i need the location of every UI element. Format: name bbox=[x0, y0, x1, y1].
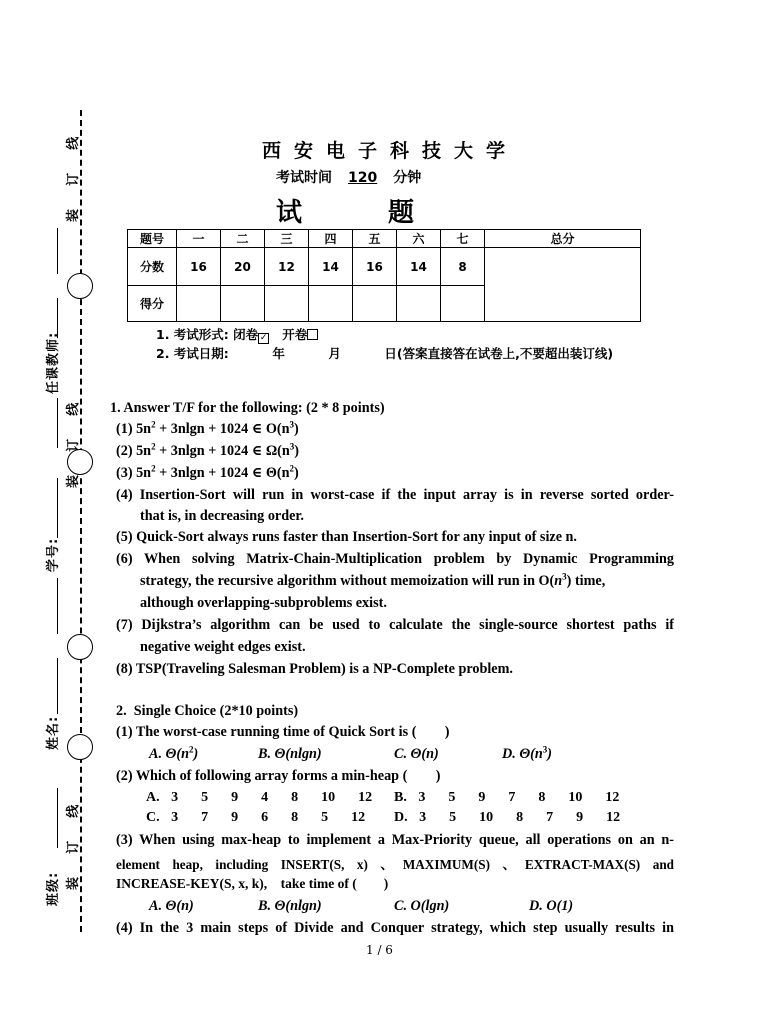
mc-q3-line3: INCREASE-KEY(S, x, k), take time of ( ) bbox=[116, 876, 389, 891]
tf-q3: (3) $5n^2 + 3nlgn + 1024$ ∈ $\Theta(n^2)$ bbox=[116, 463, 299, 481]
score-cell bbox=[177, 286, 221, 322]
mc-q3-line2: element heap, including INSERT(S, x) 、MAXIMUM(S) 、EXTRACT-MAX(S) and bbox=[116, 857, 674, 872]
margin-rule bbox=[57, 788, 58, 848]
mc-q3-option-d: D. O(1) bbox=[529, 898, 574, 914]
row-header-points: 分数 bbox=[128, 248, 177, 286]
tf-q6-line3: although overlapping-subproblems exist. bbox=[140, 595, 387, 611]
mc-q3-option-b: B. Θ(nlgn) bbox=[258, 898, 322, 914]
score-cell bbox=[265, 286, 309, 322]
exam-time: 考试时间 120 分钟 bbox=[276, 170, 422, 186]
exam-form-note: 1. 考试形式: 闭卷 ✓ 开卷 bbox=[156, 325, 318, 343]
tf-q7-line2: negative weight edges exist. bbox=[140, 639, 306, 655]
exam-date-note: 2. 考试日期: 年 月 日(答案直接答在试卷上,不要超出装订线) bbox=[156, 346, 614, 361]
binding-hole bbox=[67, 273, 93, 299]
mc-q4: (4) In the 3 main steps of Divide and Conquer strategy, which step usually results in bbox=[116, 920, 674, 936]
page-number: 1 / 6 bbox=[366, 943, 393, 957]
tf-q7-line1: (7) Dijkstra’s algorithm can be used to calculate the single-source shortest paths if bbox=[116, 617, 674, 633]
mc-q1-option-d: D. $\Theta(n^3)$ bbox=[502, 744, 553, 762]
paper-title: 试题 bbox=[276, 198, 501, 228]
mc-q2-option-c: C. 3 7 9 6 8 5 12 bbox=[146, 810, 366, 825]
score-cell bbox=[309, 286, 353, 322]
total-header: 总分 bbox=[485, 230, 641, 248]
margin-rule bbox=[57, 398, 58, 448]
mc-q3-line1: (3) When using max-heap to implement a Max-Priority queue, all operations on an n- bbox=[116, 832, 674, 848]
mc-q2-option-b: B. 3 5 9 7 8 10 12 bbox=[394, 790, 620, 805]
mc-q2-option-d: D. 3 5 10 8 7 9 12 bbox=[394, 810, 621, 825]
score-cell bbox=[441, 286, 485, 322]
score-cell bbox=[221, 286, 265, 322]
mc-q2-option-a: A. 3 5 9 4 8 10 12 bbox=[146, 790, 373, 805]
score-cell bbox=[353, 286, 397, 322]
margin-rule bbox=[57, 578, 58, 634]
class-label: 班级: bbox=[46, 871, 61, 906]
mc-q1-option-a: A. $\Theta(n^2)$ bbox=[149, 744, 199, 762]
checked-box-icon: ✓ bbox=[259, 333, 268, 343]
mc-q3-option-c: C. O(lgn) bbox=[394, 898, 450, 914]
binding-label-bottom: 装 订 线 bbox=[66, 803, 81, 890]
margin-rule bbox=[57, 478, 58, 538]
tf-q2: (2) $5n^2 + 3nlgn + 1024$ ∈ $\Omega(n^3)$ bbox=[116, 441, 300, 459]
mc-q2: (2) Which of following array forms a min-heap ( ) bbox=[116, 768, 441, 784]
tf-q6-line1: (6) When solving Matrix-Chain-Multiplication problem by Dynamic Programming bbox=[116, 551, 674, 567]
row-header-score: 得分 bbox=[128, 286, 177, 322]
teacher-label: 任课教师: bbox=[46, 331, 61, 394]
tf-q1: (1) $5n^2 + 3nlgn + 1024$ ∈ $O(n^3)$ bbox=[116, 419, 299, 437]
margin-rule bbox=[57, 658, 58, 714]
student-id-label: 学号: bbox=[46, 537, 61, 572]
mc-q3-option-a: A. Θ(n) bbox=[149, 898, 194, 914]
mc-q1-option-b: B. Θ(nlgn) bbox=[258, 746, 322, 762]
exam-time-value: 120 bbox=[348, 170, 378, 186]
binding-hole bbox=[67, 734, 93, 760]
mc-q1: (1) The worst-case running time of Quick Sort is ( ) bbox=[116, 724, 450, 740]
binding-hole bbox=[67, 634, 93, 660]
tf-q4-line1: (4) Insertion-Sort will run in worst-case if the input array is in reverse sorted order- bbox=[116, 487, 674, 503]
total-score-cell bbox=[485, 248, 641, 322]
row-header-number: 题号 bbox=[128, 230, 177, 248]
mc-q1-option-c: C. Θ(n) bbox=[394, 746, 439, 762]
empty-box-icon bbox=[307, 329, 318, 340]
margin-rule bbox=[57, 228, 58, 274]
section2-title: 2. Single Choice (2*10 points) bbox=[116, 703, 299, 719]
tf-q4-line2: that is, in decreasing order. bbox=[140, 508, 304, 524]
binding-label-mid: 装 订 线 bbox=[66, 401, 81, 488]
score-cell bbox=[397, 286, 441, 322]
binding-label-top: 装 订 线 bbox=[66, 135, 81, 222]
section1-title: 1. Answer T/F for the following: (2 * 8 points) bbox=[110, 400, 385, 416]
score-table: 题号 一 二 三 四 五 六 七 总分 分数 16 20 12 14 16 14 8 得分 bbox=[127, 229, 641, 322]
name-label: 姓名: bbox=[46, 715, 61, 750]
tf-q5: (5) Quick-Sort always runs faster than Insertion-Sort for any input of size n. bbox=[116, 529, 577, 545]
university-name: 西安电子科技大学 bbox=[262, 140, 519, 162]
tf-q8: (8) TSP(Traveling Salesman Problem) is a NP-Complete problem. bbox=[116, 661, 513, 677]
tf-q6-line2: strategy, the recursive algorithm without memoization will run in $O(n^3)$ time, bbox=[140, 571, 606, 589]
